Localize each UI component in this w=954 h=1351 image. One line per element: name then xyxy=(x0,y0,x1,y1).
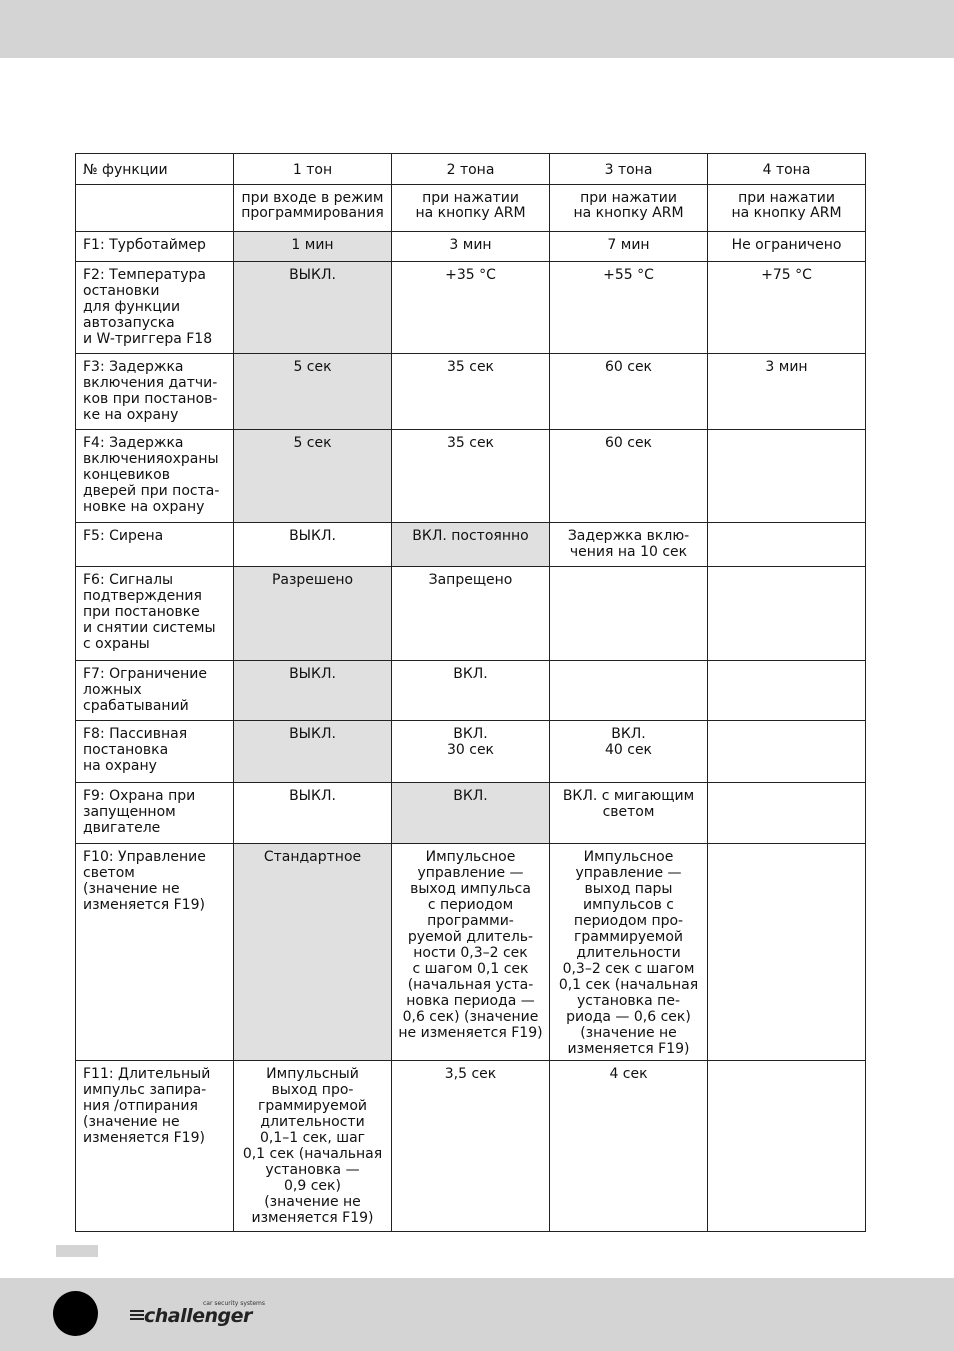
table-cell xyxy=(708,430,866,523)
logo-text: challenger xyxy=(144,1305,252,1327)
table-cell: ВЫКЛ. xyxy=(234,721,392,783)
table-cell: ВЫКЛ. xyxy=(234,783,392,844)
table-cell: +35 °С xyxy=(392,262,550,354)
table-row-f3 xyxy=(76,354,866,430)
table-cell: ВКЛ. с мигающим светом xyxy=(550,783,708,844)
function-name: F9: Охрана при запущенном двигателе xyxy=(76,783,234,844)
table-row-f2 xyxy=(76,262,866,354)
function-name: F5: Сирена xyxy=(76,523,234,567)
table-cell: ВКЛ. xyxy=(392,783,550,844)
table-cell: 1 мин xyxy=(234,232,392,262)
table-cell: Стандартное xyxy=(234,844,392,1061)
table-cell xyxy=(708,661,866,721)
function-name: F4: Задержка включенияохраны концевиков дверей при поста- новке на охрану xyxy=(76,430,234,523)
function-name: F8: Пассивная постановка на охрану xyxy=(76,721,234,783)
functions-table xyxy=(75,153,866,1232)
table-cell: 35 сек xyxy=(392,430,550,523)
function-name: F1: Турботаймер xyxy=(76,232,234,262)
table-cell: ВКЛ. 30 сек xyxy=(392,721,550,783)
function-name: F6: Сигналы подтверждения при постановке и снятии системы с охраны xyxy=(76,567,234,661)
table-cell xyxy=(550,661,708,721)
table-row-f5 xyxy=(76,523,866,567)
table-subheader-row xyxy=(76,185,866,232)
logo-tagline: car security systems xyxy=(203,1300,266,1307)
table-cell: Импульсное управление — выход импульса с периодом программи- руемой длитель- ности 0,3–2 сек с шагом 0,1 сек (начальная уста- новка периода — 0,6 сек) (значение не изменяется F19) xyxy=(392,844,550,1061)
table-cell xyxy=(550,567,708,661)
function-name: F7: Ограничение ложных срабатываний xyxy=(76,661,234,721)
header-tone-2: 2 тона xyxy=(392,154,550,185)
function-name: F3: Задержка включения датчи- ков при постанов- ке на охрану xyxy=(76,354,234,430)
table-cell: ВЫКЛ. xyxy=(234,262,392,354)
subheader-tone-3: при нажатии на кнопку ARM xyxy=(550,185,708,232)
page-number-circle xyxy=(53,1291,98,1336)
page-marker xyxy=(56,1245,98,1257)
table-cell xyxy=(708,567,866,661)
header-tone-3: 3 тона xyxy=(550,154,708,185)
table-cell: Задержка вклю- чения на 10 сек xyxy=(550,523,708,567)
table-cell: 35 сек xyxy=(392,354,550,430)
table-cell: Запрещено xyxy=(392,567,550,661)
table-cell: 60 сек xyxy=(550,430,708,523)
header-tone-4: 4 тона xyxy=(708,154,866,185)
subheader-tone-4: при нажатии на кнопку ARM xyxy=(708,185,866,232)
table-cell: 4 сек xyxy=(550,1061,708,1232)
table-cell: ВЫКЛ. xyxy=(234,661,392,721)
table-cell xyxy=(708,1061,866,1232)
table-row-f11 xyxy=(76,1061,866,1232)
table-row-f1 xyxy=(76,232,866,262)
function-name: F11: Длительный импульс запира- ния /отпирания (значение не изменяется F19) xyxy=(76,1061,234,1232)
table-cell: Импульсный выход про- граммируемой длительности 0,1–1 сек, шаг 0,1 сек (начальная установка — 0,9 сек) (значение не изменяется F19) xyxy=(234,1061,392,1232)
header-band xyxy=(0,0,954,58)
logo-bars-icon xyxy=(130,1310,144,1322)
function-name: F10: Управление светом (значение не изменяется F19) xyxy=(76,844,234,1061)
function-name: F2: Температура остановки для функции автозапуска и W-триггера F18 xyxy=(76,262,234,354)
table-cell: ВКЛ. постоянно xyxy=(392,523,550,567)
header-function: № функции xyxy=(76,154,234,185)
table-cell: 7 мин xyxy=(550,232,708,262)
table-header-row xyxy=(76,154,866,185)
table-row-f7 xyxy=(76,661,866,721)
table-cell xyxy=(708,721,866,783)
table-cell xyxy=(708,783,866,844)
table-cell: ВЫКЛ. xyxy=(234,523,392,567)
table-cell: 60 сек xyxy=(550,354,708,430)
table-cell: 3,5 сек xyxy=(392,1061,550,1232)
subheader-tone-1: при входе в режим программирования xyxy=(234,185,392,232)
table-cell: Не ограничено xyxy=(708,232,866,262)
table-cell xyxy=(708,844,866,1061)
header-tone-1: 1 тон xyxy=(234,154,392,185)
table-row-f6 xyxy=(76,567,866,661)
table-row-f10 xyxy=(76,844,866,1061)
table-row-f4 xyxy=(76,430,866,523)
table-cell: +75 °С xyxy=(708,262,866,354)
challenger-logo xyxy=(130,1300,270,1332)
subheader-tone-2: при нажатии на кнопку ARM xyxy=(392,185,550,232)
table-cell: 5 сек xyxy=(234,354,392,430)
table-cell xyxy=(708,523,866,567)
table-cell: Импульсное управление — выход пары импульсов с периодом про- граммируемой длительности 0,3–2 сек с шагом 0,1 сек (начальная установка пе- риода — 0,6 сек) (значение не изменяется F19) xyxy=(550,844,708,1061)
table-cell: +55 °С xyxy=(550,262,708,354)
table-row-f9 xyxy=(76,783,866,844)
table-cell: ВКЛ. xyxy=(392,661,550,721)
subheader-empty xyxy=(76,185,234,232)
table-cell: Разрешено xyxy=(234,567,392,661)
table-cell: 3 мин xyxy=(708,354,866,430)
table-cell: 5 сек xyxy=(234,430,392,523)
table-cell: 3 мин xyxy=(392,232,550,262)
table-row-f8 xyxy=(76,721,866,783)
table-cell: ВКЛ. 40 сек xyxy=(550,721,708,783)
